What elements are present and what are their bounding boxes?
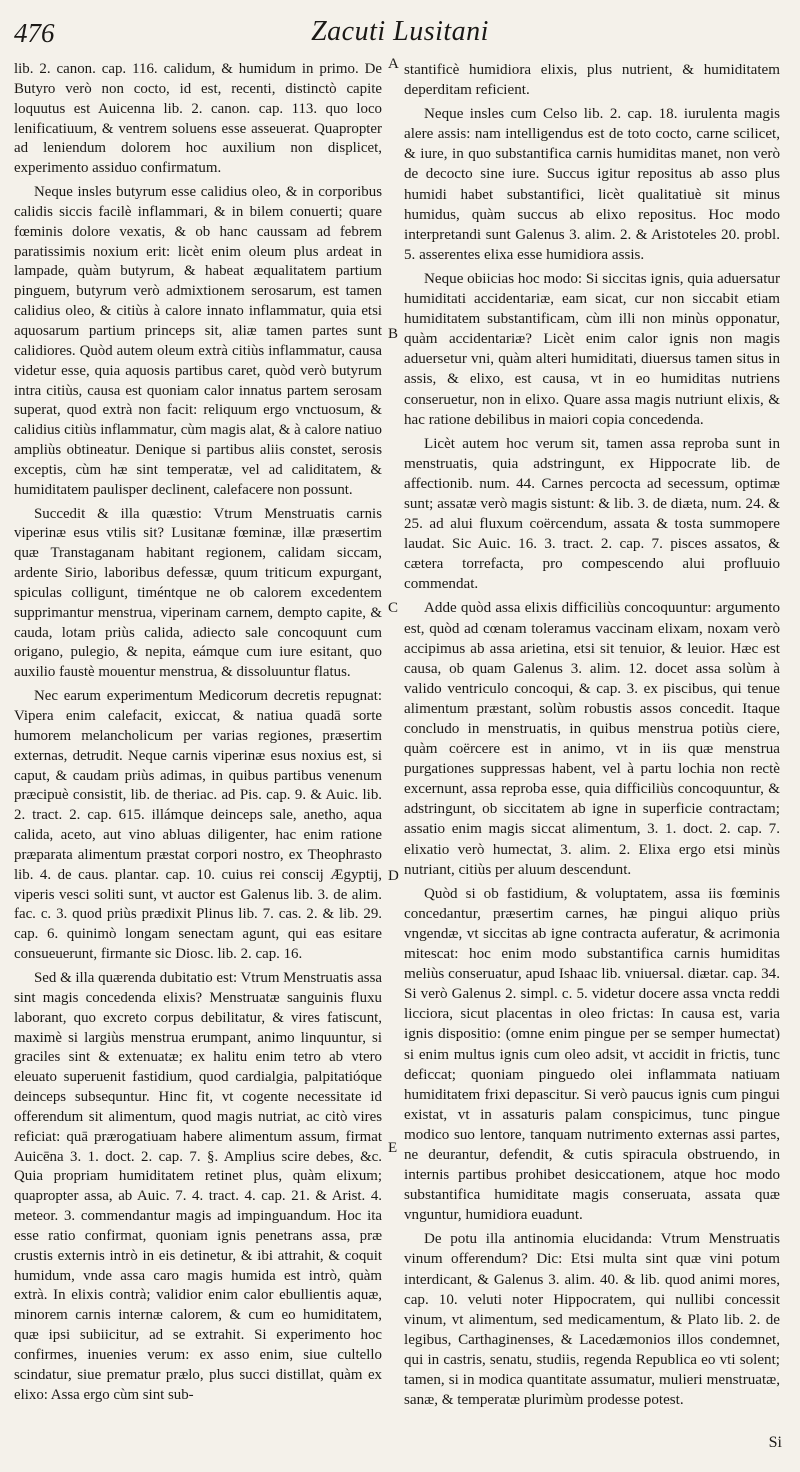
page-number: 476 — [14, 18, 55, 48]
running-title: Zacuti Lusitani — [311, 16, 489, 47]
margin-letter-a: A — [388, 56, 399, 72]
paragraph: Succedit & illa quæstio: Vtrum Menstruatis carnis viperinæ esus vtilis sit? Lusitanæ fœminæ, illæ præsertim quæ Transtaganam habitant regionem, calidam siccam, ardente Sirio, laboribus defessæ, quum triticum expurgant, spiculas colligunt, timéntque ne ob calorem excedentem supprimantur menstrua, viperinam carnem, dempto capite, & cauda, lotam priùs calida, adiecto sale concoquunt cum origano, pulegio, & nepita, eámque cum iure esitant, quo auxilio faustè mouentur menstrua, & dissoluuntur flatus. — [14, 505, 382, 681]
paragraph: Neque obiicias hoc modo: Si siccitas ignis, quia aduersatur humiditati accidentariæ, eam sicat, cur non siccabit etiam humiditatem substantificam, cùm illi non minùs opponatur, quàm accidentariæ? Licèt enim calor ignis non magis aduersetur vni, quàm alteri humiditati, diuersus tamen situs in assis, & elixo, est causa, vt in eo humiditas nutriens conseruetur, non in elixo. Quare assa magis nutriunt elixis, & hac ratione debilibus in maiori copia concedenda. — [404, 270, 780, 428]
paragraph: lib. 2. canon. cap. 116. calidum, & humidum in primo. De Butyro verò non cocto, id est, recenti, distinctò capite loquutus est Auicenna lib. 2. canon. cap. 113. quo loco lenificatiuum, & ventrem soluens esse asseuerat. Quapropter ad leniendum dolorem hoc auxilium non displicet, experimento assiduo confirmatum. — [14, 61, 382, 177]
paragraph: Neque insles cum Celso lib. 2. cap. 18. iurulenta magis alere assis: nam intelligendus est de toto cocto, carne scilicet, & iure, in quo substantifica carnis humiditas manet, non verò de decocto sine iure. Succus igitur repositus ab asso plus humidi habet substantifici, licèt qualitatiuè sit minus humidus, quàm succus ab elixo repositus. Hoc modo interpretandi sunt Galenus 3. alim. 2. & Aristoteles 20. probl. 5. asserentes elixa esse humidiora assis. — [404, 106, 780, 263]
paragraph: Quòd si ob fastidium, & voluptatem, assa iis fœminis concedantur, præsertim carnes, hæ pingui aliquo priùs vngendæ, vt siccitas ab igne contracta auferatur, & acrimonia mitescat: hoc enim modo substantifica carnis humiditas meliùs conseruatur, apud Ishaac lib. vniuersal. diætar. cap. 34. Si verò Galenus 2. simpl. c. 5. videtur docere assa vncta reddi licciora, sicut placentas in oleo frictas: In causa est, varia ignis dispositio: (omne enim pingue per se semper humectat) si enim multus ignis cum oleo adsit, vt accidit in frictis, tunc deficcat; quoniam pinguedo olei inflammata natiuam humiditatem frixi depascitur. Si verò paucus ignis cum pingui existat, vt in assaturis palam conspicimus, tunc pingue modico suo lentore, tanquam nutrimento externas assi partes, ne deurantur, defendit, & cutis spiracula obstruendo, in internis partibus prohibet desiccationem, atque hoc modo substantifica humiditate magis conseruata, assata quæ vnguntur, humidiora euadunt. — [404, 885, 780, 1224]
paragraph: Sed & illa quærenda dubitatio est: Vtrum Menstruatis assa sint magis concedenda elixis? Menstruatæ sanguinis fluxu laborant, quo excreto corpus debilitatur, & vires fatiscunt, maximè si largiùs menstrua erumpant, animo linquuntur, si graciles sint & extenuatæ; ex halitu enim tetro ab vtero eleuato superuenit fastidium, quod cardialgia, palpitatióque deinceps subsequntur. Hinc fit, vt cogente necessitate id offerendum sit alimentum, quod magis nutriat, ac citò vires reficiat: quā prærogatiuam habere alimentum assum, firmat Auicēna 3. 1. doct. 2. cap. 7. §. Amplius scire debes, &c. Quia propriam humiditatem retinet plus, quàm elixum; quapropter assa, ab Auic. 7. 4. tract. 4. cap. 21. & Arist. 4. meteor. 3. commendantur magis ad impinguandum. Hoc ita esse ratio confirmat, quoniam ignis penetrans assa, præ crustis externis intrò in eis detinetur, & ibi attrahit, & coquit humidum, vnde assa caro magis humida est intrò, quàm extrà. In elixis contrà; validior enim calor ebullientis aquæ, minorem carnis internæ calorem, & cum eo humiditatem, quæ ipsi subiicitur, ad se extrahit. Si experimento hoc confirmes, inuenies verum: ex asso enim, siue cultello scindatur, siue prematur prælo, plus succi distillat, quàm ex elixo: Assa ergo cùm sint sub- — [14, 969, 382, 1403]
paragraph: stantificè humidiora elixis, plus nutrient, & humiditatem deperditam reficient. — [404, 62, 780, 99]
margin-letter-b: B — [388, 326, 399, 342]
paragraph: Nec earum experimentum Medicorum decretis repugnat: Vipera enim calefacit, exiccat, & natiua quadā sorte humorem melancholicum per varias regiones, præsertim externas, detrudit. Neque carnis viperinæ esus noxius est, si caput, & caudam priùs adimas, in quibus partibus venenum præcipuè consistit, lib. de theriac. ad Pis. cap. 9. & Auic. lib. 2. tract. 2. cap. 615. illámque deinceps sale, anetho, aqua calida, aceto, aut vino abluas diligenter, hac enim ratione præparata alimentum præstat corpori nostro, ex Theophrasto lib. 4. de caus. plantar. cap. 10. cuius rei conscij Ægyptij, viperis vesci soliti sunt, vt auctor est Galenus lib. 3. de alim. fac. c. 3. quod priùs prædixit Plinus lib. 7. cas. 2. & lib. 29. cap. 6. quinimò longam senectam agunt, qui eas esitare consueuerunt, firmante sic Diosc. lib. 2. cap. 16. — [14, 688, 382, 963]
paragraph: Licèt autem hoc verum sit, tamen assa reproba sunt in menstruatis, quia adstringunt, ex Hippocrate lib. de affectionib. num. 44. Carnes percocta ad secessum, optimæ sunt; assatæ verò magis sistunt: & lib. 3. de diæta, num. 24. & 25. ad alui fluxum coërcendum, assata & tosta summopere laudat. Sic Auic. 16. 3. tract. 2. cap. 7. pisces assatos, & cætera torrefacta, pro compescendo alui profluuio commendat. — [404, 435, 780, 593]
paragraph: Adde quòd assa elixis difficiliùs concoquuntur: argumento est, quòd ad cœnam toleramus vaccinam elixam, noxam verò accipimus ab assa arietina, etsi sit tenuior, & leuior. Hæc est causa, ob quam Galenus 3. alim. 12. docet assa solùm à valido ventriculo concoqui, & cap. 3. ex piscibus, qui tenue alimentum præstant, solùm robustis assos concedit. Itaque concludo in menstruatis, in quibus menstrua potiùs ciere, quàm coërcere est in animo, vt in iis quæ menstrua purgationes suppressas habent, vel à partu lochia non rectè excernunt, assa reproba esse, quia difficiliùs concoquuntur, & adstringunt, ob siccitatem ab igne in superficie contractam; assatio enim magis siccat alimentum, 3. 1. doct. 2. cap. 7. elixatio verò humectat, 3. alim. 2. Elixa ergo etsi minùs nutriant, citiùs per aluum descendunt. — [404, 600, 780, 878]
margin-letter-d: D — [388, 868, 399, 884]
paragraph: De potu illa antinomia elucidanda: Vtrum Menstruatis vinum offerendum? Dic: Etsi multa sint quæ vini potum interdicant, & Galenus 3. alim. 40. & lib. quod animi mores, cap. 10. veluti noter Hippocratem, qui nullibi concessit vinum, vt alimentum, sed medicamentum, & Plato lib. 2. de legibus, Carthaginenses, & Lacedæmonios illos condemnet, qui in castris, senatu, studiis, regenda Republica eo vti solent; tamen, si in modica quantitate assumatur, mulieri menstruatæ, sanæ, & temperatæ plurimùm prodesse potest. — [404, 1231, 780, 1409]
margin-letter-c: C — [388, 600, 399, 616]
margin-letter-e: E — [388, 1140, 398, 1156]
left-column — [14, 60, 382, 1410]
catchword: Si — [768, 1434, 782, 1451]
paragraph: Neque insles butyrum esse calidius oleo, & in corporibus calidis siccis facilè inflammari, & in bilem conuerti; quare fœminis dolore vexatis, & ob hanc caussam ad febrem paratissimis noxium erit: licèt enim oleum plus ardeat in lampade, quàm butyrum, & habeat æqualitatem partium pinguem, butyrum verò admixtionem serosarum, est tamen calidius oleo, & citiùs à calore innato inflammatur, quia etsi aquosarum partium princeps sit, aliæ tamen partes sunt calidiores. Quòd autem oleum extrà citiùs inflammatur, causa videtur esse, quia aquosis partibus caret, quòd verò butyrum intra citiùs, causa est quoniam calor innatus partem serosam superat, quod extrà non facit: reliquum ergo vnctuosum, & calidius citiùs inflammatur, cùm magis alat, & à calore natiuo ampliùs obtineatur. Denique si partibus aliis constet, serosis exceptis, cùm hæ sint temperatæ, vel ad caliditatem, & humiditatem paulisper declinent, calefacere non possunt. — [14, 184, 382, 498]
right-column — [404, 60, 780, 1414]
